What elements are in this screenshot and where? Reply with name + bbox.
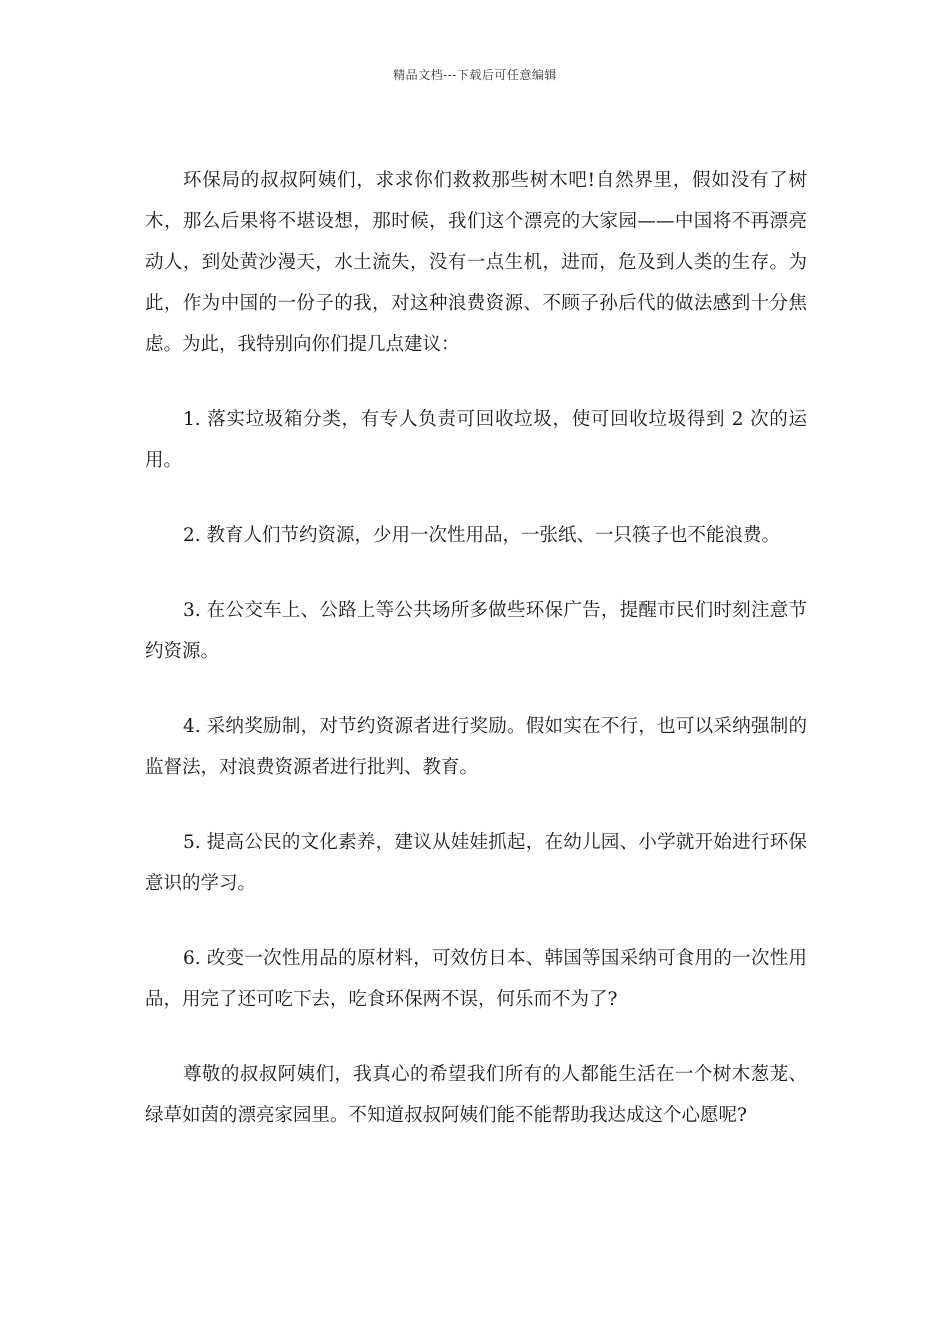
suggestion-6: 6. 改变一次性用品的原材料，可效仿日本、韩国等国采纳可食用的一次性用品，用完了还可吃下去，吃食环保两不误，何乐而不为了? xyxy=(145,948,807,1010)
paragraph-intro: 环保局的叔叔阿姨们，求求你们救救那些树木吧!自然界里，假如没有了树木，那么后果将不堪设想，那时候，我们这个漂亮的大家园——中国将不再漂亮动人，到处黄沙漫天，水土流失，没有一点生机，进而，危及到人类的生存。为此，作为中国的一份子的我，对这种浪费资源、不顾子孙后代的做法感到十分焦虑。为此，我特别向你们提几点建议： xyxy=(145,170,807,355)
suggestion-5: 5. 提高公民的文化素养，建议从娃娃抓起，在幼儿园、小学就开始进行环保意识的学习。 xyxy=(145,832,807,894)
paragraph-closing: 尊敬的叔叔阿姨们，我真心的希望我们所有的人都能生活在一个树木葱茏、绿草如茵的漂亮家园里。不知道叔叔阿姨们能不能帮助我达成这个心愿呢? xyxy=(145,1064,807,1126)
document-body xyxy=(145,160,807,1170)
suggestion-2: 2. 教育人们节约资源，少用一次性用品，一张纸、一只筷子也不能浪费。 xyxy=(183,525,781,546)
suggestion-3: 3. 在公交车上、公路上等公共场所多做些环保广告，提醒市民们时刻注意节约资源。 xyxy=(145,600,807,662)
page-header: 精品文档---下载后可任意编辑 xyxy=(393,68,557,82)
suggestion-4: 4. 采纳奖励制，对节约资源者进行奖励。假如实在不行，也可以采纳强制的监督法，对浪费资源者进行批判、教育。 xyxy=(145,716,807,778)
suggestion-1: 1. 落实垃圾箱分类，有专人负责可回收垃圾，使可回收垃圾得到 2 次的运用。 xyxy=(145,409,807,471)
